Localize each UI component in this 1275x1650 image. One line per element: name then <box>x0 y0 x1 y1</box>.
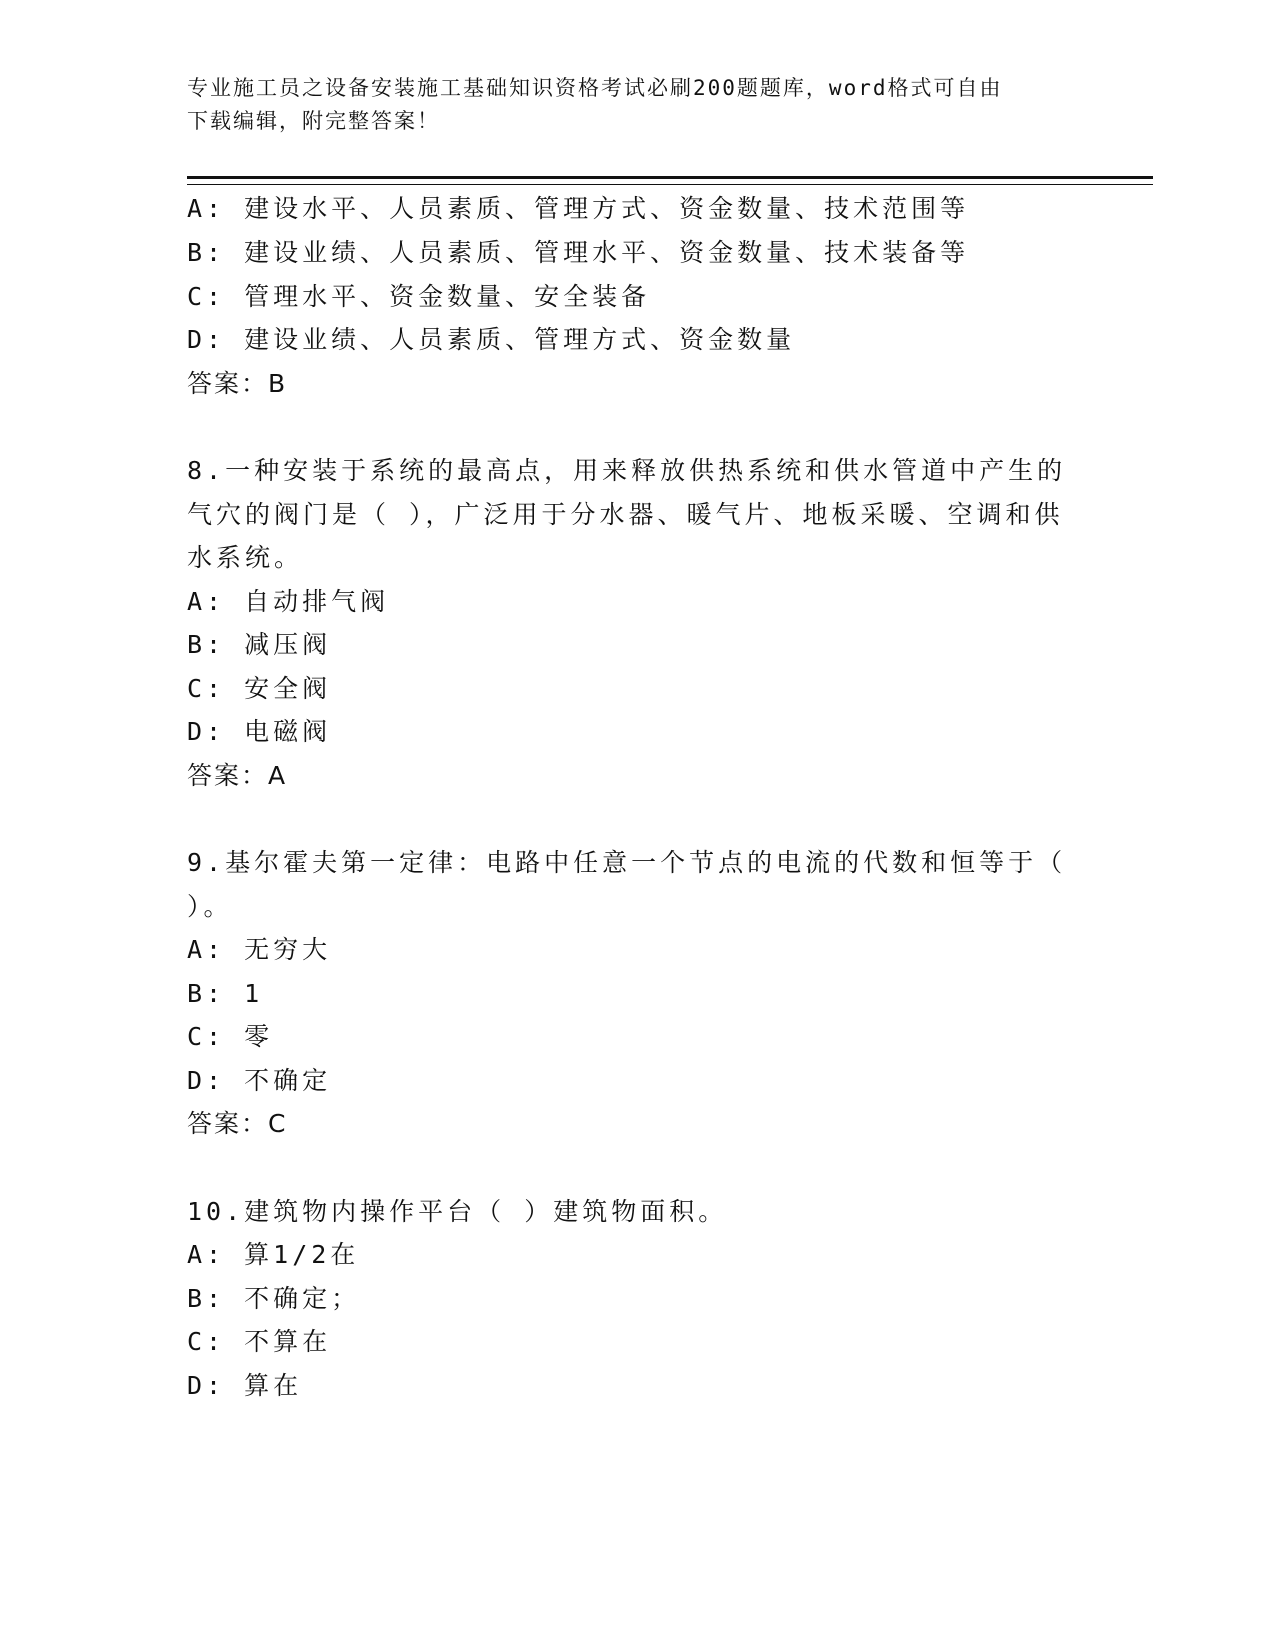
q9-stem-line-1: 9.基尔霍夫第一定律：电路中任意一个节点的电流的代数和恒等于（ <box>187 848 1067 877</box>
q9-option-a: A: 无穷大 <box>187 935 332 964</box>
q8-option-b: B: 减压阀 <box>187 630 332 659</box>
prev-option-c: C: 管理水平、资金数量、安全装备 <box>187 282 651 311</box>
q9-answer: 答案：C <box>187 1109 288 1138</box>
q8-option-d: D: 电磁阀 <box>187 717 332 746</box>
header-line-2: 下载编辑，附完整答案！ <box>187 109 440 133</box>
q8-option-c: C: 安全阀 <box>187 674 332 703</box>
q9-option-d: D: 不确定 <box>187 1066 332 1095</box>
prev-option-d: D: 建设业绩、人员素质、管理方式、资金数量 <box>187 325 796 354</box>
document-header <box>187 72 1067 138</box>
prev-answer: 答案：B <box>187 369 288 398</box>
q10-option-d: D: 算在 <box>187 1371 303 1400</box>
header-line-1: 专业施工员之设备安装施工基础知识资格考试必刷200题题库，word格式可自由 <box>187 76 1003 100</box>
q8-stem-line-3: 水系统。 <box>187 543 304 572</box>
q10-option-a: A: 算1/2在 <box>187 1240 360 1269</box>
q9-option-b: B: 1 <box>187 979 264 1008</box>
prev-option-b: B: 建设业绩、人员素质、管理水平、资金数量、技术装备等 <box>187 238 970 267</box>
q10-option-c: C: 不算在 <box>187 1327 332 1356</box>
q8-stem-line-2: 气穴的阀门是（ ），广泛用于分水器、暖气片、地板采暖、空调和供 <box>187 500 1064 529</box>
q8-answer: 答案：A <box>187 761 288 790</box>
q9-option-c: C: 零 <box>187 1022 274 1051</box>
q8-stem-line-1: 8.一种安装于系统的最高点，用来释放供热系统和供水管道中产生的 <box>187 456 1067 485</box>
header-divider-thin <box>187 184 1153 185</box>
q9-stem-line-2: ）。 <box>187 892 233 921</box>
prev-option-a: A: 建设水平、人员素质、管理方式、资金数量、技术范围等 <box>187 194 970 223</box>
q8-option-a: A: 自动排气阀 <box>187 587 390 616</box>
header-divider-thick <box>187 176 1153 179</box>
q10-option-b: B: 不确定； <box>187 1284 361 1313</box>
q10-stem-line-1: 10.建筑物内操作平台（ ）建筑物面积。 <box>187 1197 728 1226</box>
